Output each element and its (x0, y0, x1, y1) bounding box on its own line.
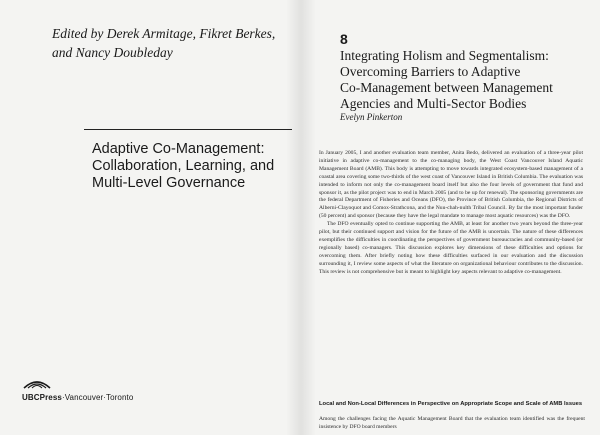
book-title (92, 141, 297, 192)
right-page (300, 0, 600, 435)
chapter-title-line: Integrating Holism and Segmentalism: (340, 48, 549, 63)
book-title-line: Adaptive Co-Management: (92, 141, 265, 157)
section-heading: Local and Non-Local Differences in Perspective on Appropriate Scope and Scale of AMB Issues (319, 401, 583, 407)
chapter-title-line: Agencies and Multi-Sector Bodies (340, 96, 527, 111)
chapter-title-line: Overcoming Barriers to Adaptive (340, 64, 521, 79)
publisher-name: UBCPress (22, 393, 62, 402)
book-title-line: Multi-Level Governance (92, 175, 246, 191)
body-paragraph: In January 2005, I and another evaluation team member, Anita Bedo, delivered an evaluation of a three-year pilot initiative in adaptive co-management to the co-managing body, the West Coast Vancouver Island Aquatic Management Board (AMB). This body is attempting to move towards integrated ecosystem-based management of a coastal area covering some two-thirds of the west coast of Vancouver Island in British Columbia. The evaluation was intended to inform not only the co-management board itself but also the four levels of government that fund and sponsor it, as the pilot project was to end in March 2005 (and to be up for renewal). The sponsoring governments are the federal Department of Fisheries and Oceans (DFO), the Province of British Columbia, the Regional Districts of Alberni-Clayoquot and Comox-Strathcona, and the Nuu-chah-nulth Tribal Council. By far the most important funder (50 percent) and sponsor (because they have the legal mandate to manage most aquatic resources) was the DFO. (319, 150, 583, 220)
chapter-author: Evelyn Pinkerton (340, 112, 403, 122)
editors-line: and Nancy Doubleday (52, 45, 173, 60)
chapter-number: 8 (340, 31, 348, 47)
ubc-press-logo-icon (22, 378, 52, 390)
chapter-title (340, 48, 600, 112)
editors-line: Edited by Derek Armitage, Fikret Berkes, (52, 26, 276, 41)
title-rule (84, 129, 292, 130)
chapter-body (319, 150, 583, 277)
section-paragraph: Among the challenges facing the Aquatic Management Board that the evaluation team identified was the frequent insistence by DFO board members (319, 416, 585, 430)
publisher-cities: ·Vancouver·Toronto (61, 393, 134, 402)
editors-credit (52, 24, 275, 62)
book-title-line: Collaboration, Learning, and (92, 158, 275, 174)
body-paragraph: The DFO eventually opted to continue supporting the AMB, at least for another two years beyond the three-year pilot, but their continued support and vision for the future of the AMB is uncertain. The nature of these differences exemplifies the difficulties in coordinating the perspectives of government bureaucracies and community-based (or regionally based) co-managers. This discussion explores key dimensions of these difficulties and options for overcoming them. After briefly noting how these difficulties surfaced in our evaluation and the discussion surrounding it, I review some aspects of what the literature on organizational behaviour contributes to the discussion. This review is not comprehensive but is meant to highlight key aspects relevant to adaptive co-management. (319, 221, 583, 275)
chapter-title-line: Co-Management between Management (340, 80, 553, 95)
publisher-imprint (22, 378, 133, 402)
